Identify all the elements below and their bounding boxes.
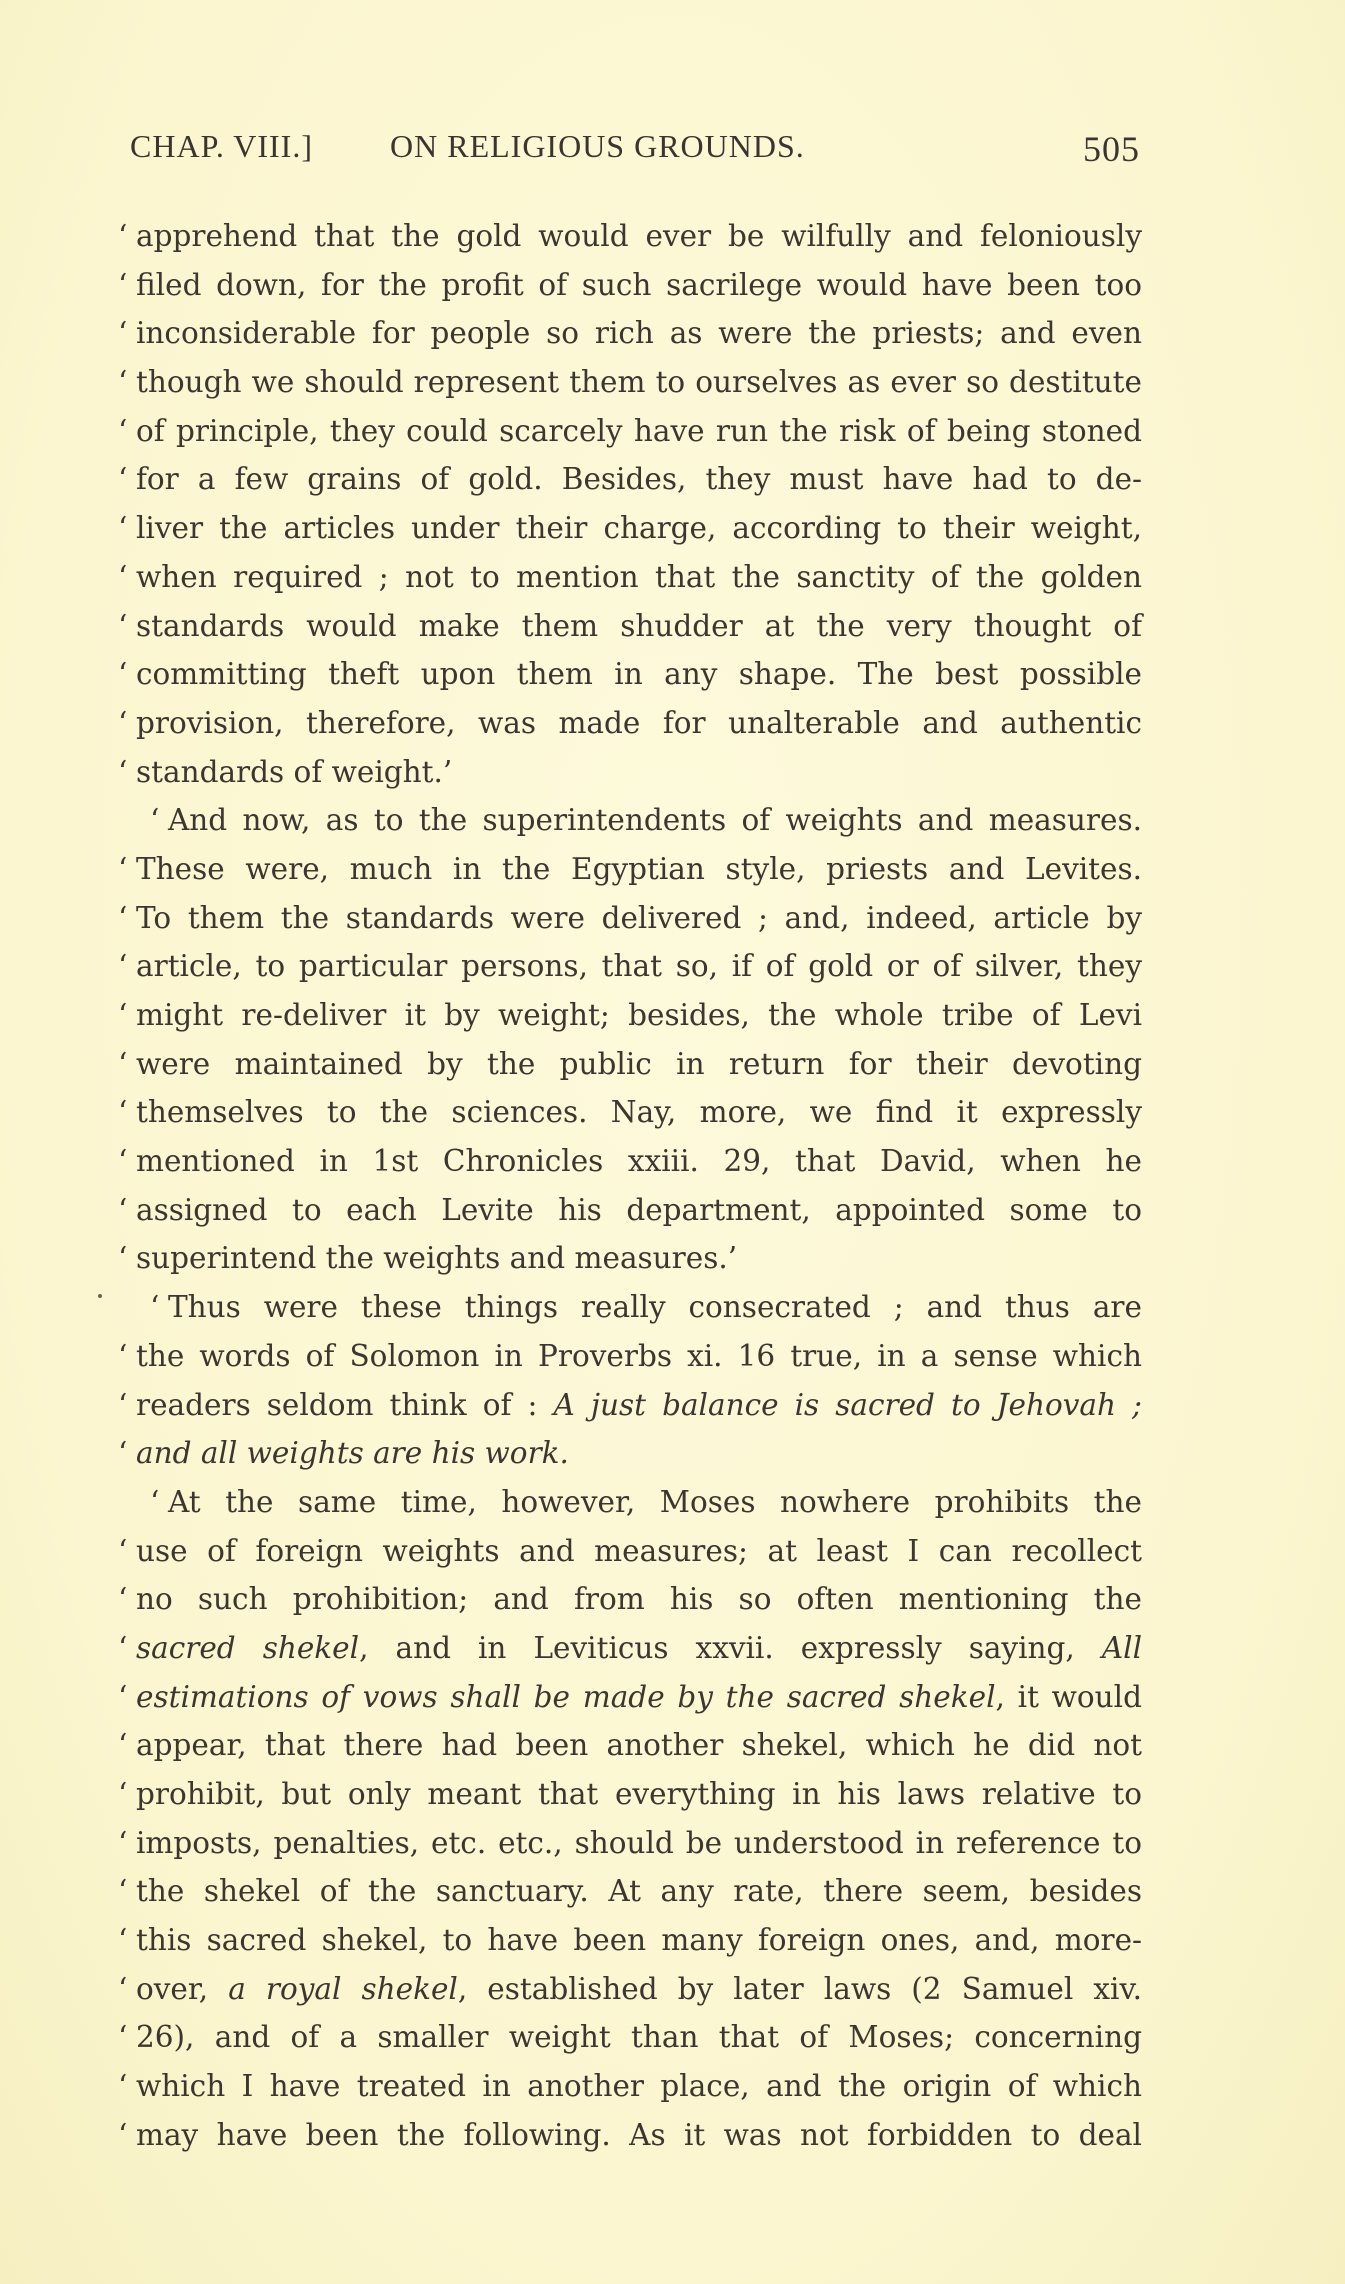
- opening-quote-mark: ‘: [118, 1679, 128, 1714]
- opening-quote-mark: ‘: [118, 1777, 128, 1811]
- text-segment: when required ; not to mention that the sanctity of the golden: [136, 559, 1142, 594]
- opening-quote-mark: ‘: [118, 2069, 128, 2104]
- opening-quote-mark: ‘: [118, 1241, 128, 1276]
- opening-quote-mark: ‘: [118, 949, 128, 984]
- text-segment: the shekel of the sanctuary. At any rate, there seem, besides: [136, 1874, 1142, 1909]
- opening-quote-mark: ‘: [118, 316, 128, 351]
- chapter-label: CHAP. VIII.]: [130, 128, 313, 164]
- italic-text: A just balance is sacred to Jehovah ;: [553, 1387, 1142, 1422]
- opening-quote-mark: ‘: [118, 1630, 128, 1665]
- page-number: 505: [1083, 129, 1140, 169]
- opening-quote-mark: ‘: [150, 1290, 160, 1325]
- running-title: ON RELIGIOUS GROUNDS.: [390, 128, 805, 164]
- text-line: [118, 1770, 1142, 1819]
- opening-quote-mark: ‘: [118, 900, 128, 935]
- opening-quote-mark: ‘: [118, 2020, 128, 2055]
- text-segment: might re-deliver it by weight; besides, the whole tribe of Levi: [136, 998, 1142, 1032]
- margin-mark: [98, 1294, 102, 1298]
- text-segment: apprehend that the gold would ever be wilfully and feloniously: [136, 219, 1142, 253]
- text-segment: liver the articles under their charge, according to their weight,: [136, 511, 1142, 546]
- text-line: [118, 1283, 1142, 1332]
- opening-quote-mark: ‘: [150, 803, 160, 838]
- text-segment: assigned to each Levite his department, appointed some to: [136, 1192, 1142, 1227]
- opening-quote-mark: ‘: [118, 1825, 128, 1860]
- text-line: [118, 261, 1142, 310]
- opening-quote-mark: ‘: [118, 1533, 128, 1568]
- opening-quote-mark: ‘: [118, 1728, 128, 1763]
- text-line: [118, 1429, 1142, 1478]
- text-line: [118, 699, 1142, 748]
- opening-quote-mark: ‘: [118, 1144, 128, 1179]
- text-line: [118, 2013, 1142, 2062]
- text-segment: which I have treated in another place, and the origin of which: [136, 2069, 1142, 2104]
- text-line: [118, 1916, 1142, 1965]
- opening-quote-mark: ‘: [118, 1192, 128, 1227]
- text-segment: over,: [136, 1971, 229, 2006]
- opening-quote-mark: ‘: [118, 2117, 128, 2152]
- opening-quote-mark: ‘: [118, 851, 128, 886]
- text-line: [118, 845, 1142, 894]
- text-line: [118, 212, 1142, 261]
- text-line: [118, 602, 1142, 651]
- text-line: [118, 1721, 1142, 1770]
- text-segment: , established by later laws (2 Samuel xiv.: [457, 1971, 1142, 2006]
- italic-text: All: [1101, 1630, 1143, 1665]
- text-segment: superintend the weights and measures.’: [136, 1241, 738, 1276]
- text-segment: provision, therefore, was made for unalterable and authentic: [136, 705, 1142, 740]
- opening-quote-mark: ‘: [118, 1338, 128, 1373]
- opening-quote-mark: ‘: [118, 998, 128, 1032]
- text-segment: To them the standards were delivered ; and, indeed, article by: [136, 900, 1142, 935]
- text-line: [118, 358, 1142, 407]
- text-segment: committing theft upon them in any shape. The best possible: [136, 657, 1142, 692]
- opening-quote-mark: ‘: [118, 365, 128, 400]
- text-segment: standards would make them shudder at the very thought of: [136, 608, 1142, 643]
- text-line: [118, 1819, 1142, 1868]
- text-line: [118, 650, 1142, 699]
- text-segment: standards of weight.’: [136, 754, 453, 789]
- opening-quote-mark: ‘: [118, 267, 128, 302]
- text-line: [118, 407, 1142, 456]
- text-line: [118, 1867, 1142, 1916]
- italic-text: a royal shekel: [228, 1971, 458, 2006]
- text-segment: At the same time, however, Moses nowhere prohibits the: [168, 1484, 1142, 1519]
- text-segment: of principle, they could scarcely have run the risk of being stoned: [136, 413, 1142, 448]
- text-line: [118, 1575, 1142, 1624]
- opening-quote-mark: ‘: [118, 511, 128, 546]
- text-line: [118, 1381, 1142, 1430]
- text-line: [118, 553, 1142, 602]
- text-line: [118, 1965, 1142, 2014]
- text-line: [118, 748, 1142, 797]
- opening-quote-mark: ‘: [118, 1874, 128, 1909]
- text-segment: , it would: [995, 1679, 1142, 1714]
- text-line: [118, 1234, 1142, 1283]
- opening-quote-mark: ‘: [118, 462, 128, 497]
- text-segment: mentioned in 1st Chronicles xxiii. 29, that David, when he: [136, 1144, 1142, 1179]
- italic-text: estimations of vows shall be made by the sacred shekel: [136, 1679, 996, 1714]
- text-line: [118, 1186, 1142, 1235]
- opening-quote-mark: ‘: [118, 559, 128, 594]
- text-segment: this sacred shekel, to have been many foreign ones, and, more-: [136, 1923, 1142, 1958]
- text-line: [118, 1527, 1142, 1576]
- opening-quote-mark: ‘: [118, 608, 128, 643]
- text-segment: And now, as to the superintendents of weights and measures.: [168, 803, 1142, 838]
- text-line: [118, 455, 1142, 504]
- text-segment: article, to particular persons, that so, if of gold or of silver, they: [136, 949, 1142, 984]
- text-line: [118, 1673, 1142, 1722]
- text-segment: for a few grains of gold. Besides, they must have had to de-: [136, 462, 1142, 497]
- opening-quote-mark: ‘: [150, 1484, 160, 1519]
- text-segment: no such prohibition; and from his so often mentioning the: [136, 1582, 1142, 1617]
- text-segment: filed down, for the profit of such sacrilege would have been too: [136, 267, 1142, 302]
- opening-quote-mark: ‘: [118, 1923, 128, 1958]
- opening-quote-mark: ‘: [118, 705, 128, 740]
- text-segment: Thus were these things really consecrated ; and thus are: [168, 1290, 1142, 1325]
- text-line: [118, 1332, 1142, 1381]
- italic-text: and all weights are his work.: [136, 1436, 569, 1471]
- text-segment: prohibit, but only meant that everything in his laws relative to: [136, 1777, 1142, 1811]
- text-line: [118, 1137, 1142, 1186]
- text-segment: themselves to the sciences. Nay, more, we find it expressly: [136, 1095, 1142, 1130]
- text-line: [118, 796, 1142, 845]
- text-segment: appear, that there had been another shekel, which he did not: [136, 1728, 1142, 1763]
- running-head: [130, 120, 1140, 170]
- text-segment: may have been the following. As it was not forbidden to deal: [136, 2117, 1142, 2152]
- opening-quote-mark: ‘: [118, 657, 128, 692]
- text-line: [118, 2111, 1142, 2160]
- text-line: [118, 309, 1142, 358]
- italic-text: sacred shekel: [136, 1630, 360, 1665]
- text-line: [118, 1040, 1142, 1089]
- opening-quote-mark: ‘: [118, 1387, 128, 1422]
- text-segment: 26), and of a smaller weight than that of Moses; concerning: [136, 2020, 1142, 2055]
- opening-quote-mark: ‘: [118, 1046, 128, 1081]
- text-segment: inconsiderable for people so rich as were the priests; and even: [136, 316, 1142, 351]
- text-line: [118, 991, 1142, 1040]
- text-segment: use of foreign weights and measures; at least I can recollect: [136, 1533, 1142, 1568]
- text-line: [118, 1624, 1142, 1673]
- text-segment: readers seldom think of :: [136, 1387, 554, 1422]
- text-line: [118, 942, 1142, 991]
- text-line: [118, 1478, 1142, 1527]
- opening-quote-mark: ‘: [118, 1095, 128, 1130]
- text-line: [118, 2062, 1142, 2111]
- text-segment: imposts, penalties, etc. etc., should be understood in reference to: [136, 1825, 1142, 1860]
- text-segment: the words of Solomon in Proverbs xi. 16 true, in a sense which: [136, 1338, 1142, 1373]
- opening-quote-mark: ‘: [118, 754, 128, 789]
- opening-quote-mark: ‘: [118, 1436, 128, 1471]
- text-segment: , and in Leviticus xxvii. expressly saying,: [359, 1630, 1102, 1665]
- body-text: [118, 212, 1142, 2160]
- text-segment: though we should represent them to ourselves as ever so destitute: [136, 365, 1142, 400]
- opening-quote-mark: ‘: [118, 1582, 128, 1617]
- opening-quote-mark: ‘: [118, 413, 128, 448]
- text-line: [118, 1088, 1142, 1137]
- text-segment: These were, much in the Egyptian style, priests and Levites.: [136, 851, 1142, 886]
- opening-quote-mark: ‘: [118, 219, 128, 253]
- text-segment: were maintained by the public in return for their devoting: [136, 1046, 1142, 1081]
- opening-quote-mark: ‘: [118, 1971, 128, 2006]
- text-line: [118, 894, 1142, 943]
- text-line: [118, 504, 1142, 553]
